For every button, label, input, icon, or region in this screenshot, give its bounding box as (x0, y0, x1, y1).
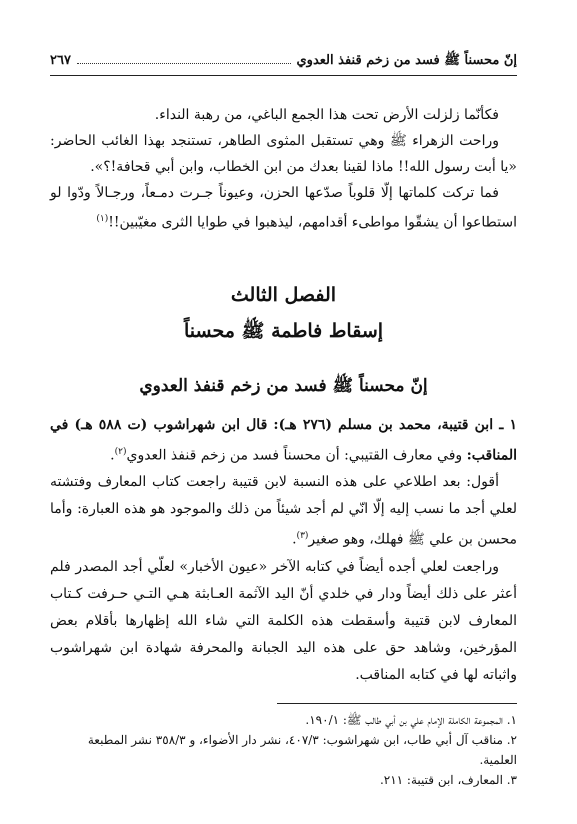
header-title: إنّ محسناً ﷺ فسد من زخم قنفذ العدوي (296, 53, 517, 68)
paragraph (50, 180, 517, 236)
footnote-ref: (٢) (114, 446, 127, 457)
item-1-lead: ١ ـ ابن قتيبة، محمد بن مسلم (٢٧٦ هـ): قال ابن شهراشوب (ت ٥٨٨ هـ) في المناقب: (50, 416, 518, 464)
item-1-text: وفي معارف القتيبي: أن محسناً فسد من زخم قنفذ العدوي (126, 447, 463, 464)
footnote: ٢. مناقب آل أبي طاب، ابن شهراشوب: ٤٠٧/٣، نشر دار الأضواء، و ٣٥٨/٣ نشر المطبعة العلمية. (87, 732, 517, 767)
section-title: إنّ محسناً ﷺ فسد من زخم قنفذ العدوي (139, 375, 428, 396)
paragraph: فكأنّما زلزلت الأرض تحت هذا الجمع الباغي، من رهبة النداء. (154, 107, 499, 123)
paragraph: وراحت الزهراء ﷺ وهي تستقبل المثوى الطاهر، تستنجد بهذا الغائب الحاضر: «يا أبت رسول الله!! ماذا لقينا بعدك من ابن الخطاب، وابن أبي قحافة!؟». (50, 133, 517, 175)
item-1: ١ ـ ابن قتيبة، محمد بن مسلم (٢٧٦ هـ): قال ابن شهراشوب (ت ٥٨٨ هـ) في المناقب: وفي معارف القتيبي: أن محسناً فسد من زخم قنفذ العدوي$^{(٢)}$. (50, 416, 518, 464)
footnote-ref: (٣) (296, 531, 309, 542)
header-leader-dots (77, 55, 291, 64)
opening-text (50, 102, 517, 236)
paragraph-raja: وراجعت لعلي أجده أيضاً في كتابه الآخر «عيون الأخبار» لعلّي أجد المصدر فلم أعثر على ذلك أيضاً ودار في خلدي أنّ اليد الآثمة العـابثة هـي التـي حـرفت كـتاب المعارف لابن قتيبة وأسقطت هذه الكلمة التي شاء الله إظهارها بأقلام بعض المؤرخين، وشاهد حق على هذه اليد الجبانة والمحرفة شهادة ابن شهراشوب واثباته لها في كتابه المناقب. (50, 558, 517, 683)
footnotes (50, 710, 517, 790)
footnote-ref: (١) (96, 214, 109, 224)
footnote-divider (277, 703, 517, 704)
footnote: ٣. المعارف، ابن قتيبة: ٢١١. (379, 772, 517, 787)
chapter-title: الفصل الثالث (230, 283, 337, 306)
paragraph-aqul: أقول: بعد اطلاعي على هذه النسبة لابن قتيبة راجعت كتاب المعارف وفتشته لعلي أجد ما نسب إليه إلّا انّي لم أجد شيئاً من ذلك والموجود هو هذه العبارة: وأما محسن بن علي ﷺ فهلك، وهو صغير$^{(٣)}$. (50, 474, 517, 548)
paragraph-text: فما تركت كلماتها إلّا قلوباً صدّعها الحزن، وعيوناً جـرت دمـعاً، ورجـالاً ودّوا لو استطاعوا أن يشقّوا مواطىء أقدامهم، ليذهبوا في طوايا الثرى مغيّبين!! (50, 185, 517, 231)
footnote: ١. المجموعة الكاملة الإمام علي بن أبي طالب ﷺ: ١٩٠/١. (305, 712, 517, 727)
chapter-subtitle: إسقاط فاطمة ﷺ محسناً (183, 319, 384, 342)
paragraph-text: أقول: بعد اطلاعي على هذه النسبة لابن قتيبة راجعت كتاب المعارف وفتشته لعلي أجد ما نسب إليه إلّا انّي لم أجد شيئاً من ذلك والموجود هو هذه العبارة: وأما محسن بن علي ﷺ فهلك، وهو صغير (50, 474, 517, 548)
running-header (50, 52, 517, 76)
page-number: ٢٦٧ (50, 53, 71, 68)
